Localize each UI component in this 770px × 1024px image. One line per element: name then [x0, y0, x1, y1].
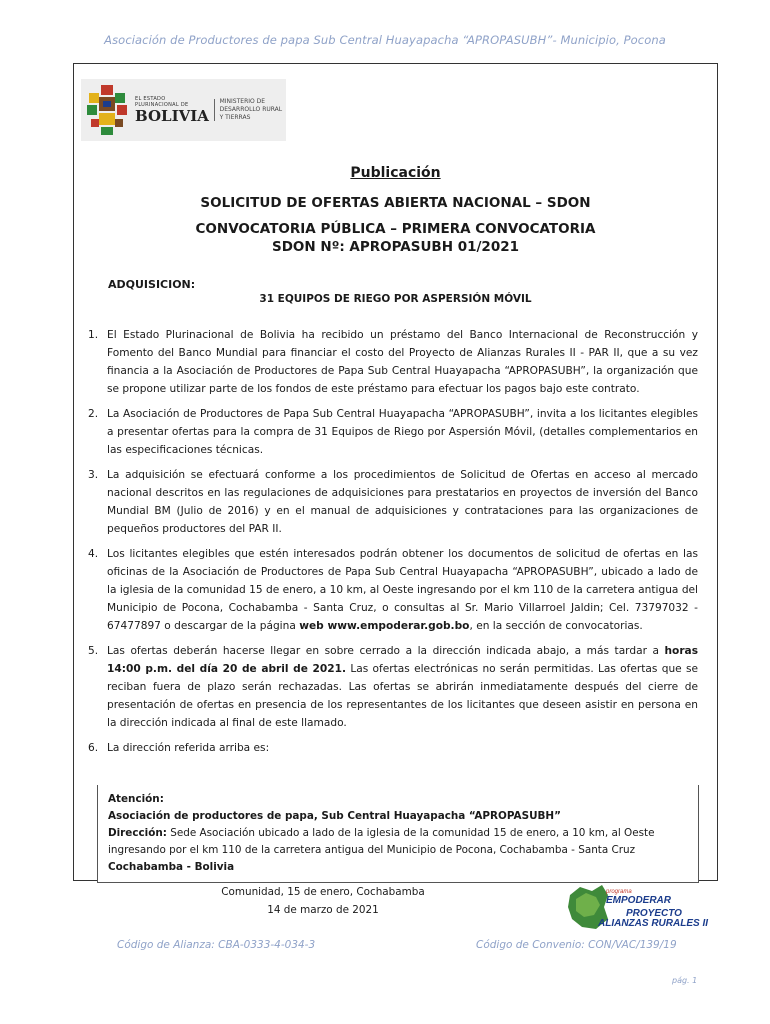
acquisition-label: ADQUISICION:	[108, 278, 196, 291]
list-item	[88, 545, 698, 635]
item-text: El Estado Plurinacional de Bolivia ha recibido un préstamo del Banco Internacional de Reconstrucción y Fomento del Banco Mundial para financiar el costo del Proyecto de Alianzas Rurales II - PAR II, que a su vez financia a la Asociación de Productores de Papa Sub Central Huayapacha “APROPASUBH”, la organización que se propone utilizar parte de los fondos de este préstamo para efectuar los pagos bajo este contrato.	[107, 329, 698, 395]
item-number: 6.	[88, 742, 99, 754]
bolivia-emblem-icon	[85, 83, 129, 137]
deadline-text: horas 14:00 p.m. del día 20 de abril de 2021.	[107, 645, 698, 675]
list-item	[88, 326, 698, 398]
address-organization: Asociación de productores de papa, Sub Central Huayapacha “APROPASUBH”	[108, 810, 561, 822]
item-text: Las ofertas deberán hacerse llegar en sobre cerrado a la dirección indicada abajo, a más tardar a	[107, 645, 665, 657]
title-line-1: SOLICITUD DE OFERTAS ABIERTA NACIONAL – SDON	[200, 195, 591, 211]
address-city: Cochabamba - Bolivia	[108, 861, 235, 873]
list-item	[88, 405, 698, 459]
logo-ministry-line1: MINISTERIO DE	[219, 98, 266, 105]
acquisition-item: 31 EQUIPOS DE RIEGO POR ASPERSIÓN MÓVIL	[259, 293, 532, 305]
logo-divider	[214, 99, 215, 121]
bolivia-ministry-logo	[81, 79, 286, 141]
document-header: Asociación de Productores de papa Sub Central Huayapacha “APROPASUBH”- Municipio, Pocona	[104, 33, 666, 47]
list-item	[88, 466, 698, 538]
logo-ministry-line2: DESARROLLO RURAL Y TIERRAS	[219, 106, 283, 121]
item-number: 4.	[88, 548, 99, 560]
publication-heading: Publicación	[350, 165, 441, 181]
logo-small-text: EL ESTADO PLURINACIONAL DE	[135, 96, 189, 108]
item-text: La adquisición se efectuará conforme a los procedimientos de Solicitud de Ofertas en acceso al mercado nacional descritos en las regulaciones de adquisiciones para prestatarios en proyectos de inversión del Banco Mundial BM (Julio de 2016) y en el manual de adquisiciones y contrataciones para las organizaciones de pequeños productores del PAR II.	[107, 469, 698, 535]
alliance-code: Código de Alianza: CBA-0333-4-034-3	[117, 939, 316, 951]
empoderar-alianzas-logo	[566, 883, 716, 933]
item-text: La dirección referida arriba es:	[107, 742, 270, 754]
agreement-code: Código de Convenio: CON/VAC/139/19	[476, 939, 677, 951]
logo-proyecto-text: PROYECTO	[626, 908, 682, 919]
item-text: Las ofertas electrónicas no serán permitidas. Las ofertas que se reciban fuera de plazo serán rechazadas. Las ofertas se abrirán inmediatamente después del cierre de presentación de ofertas en presencia de los representantes de los licitantes que deseen asistir en persona en la dirección indicada al final de este llamado.	[107, 663, 699, 729]
logo-alianzas-text: ALIANZAS RURALES II	[598, 918, 708, 929]
address-direction	[108, 825, 686, 859]
direction-text: Sede Asociación ubicado a lado de la iglesia de la comunidad 15 de enero, a 10 km, al Oeste ingresando por el km 110 de la carretera antigua del Municipio de Pocona, Cochabamba - Santa Cruz	[108, 827, 655, 856]
signature-place: Comunidad, 15 de enero, Cochabamba	[221, 886, 425, 898]
item-text: La Asociación de Productores de Papa Sub Central Huayapacha “APROPASUBH”, invita a los licitantes elegibles a presentar ofertas para la compra de 31 Equipos de Riego por Aspersión Móvil, (detalles complementarios en las especificaciones técnicas.	[107, 408, 698, 456]
logo-empoderar-text: EMPODERAR	[606, 895, 672, 906]
direction-label: Dirección:	[108, 827, 167, 839]
numbered-items	[88, 326, 698, 764]
page-number: pág. 1	[672, 976, 698, 985]
logo-bolivia-text: BOLIVIA	[135, 107, 209, 125]
item-text: , en la sección de convocatorias.	[469, 620, 643, 632]
item-number: 3.	[88, 469, 99, 481]
list-item	[88, 642, 698, 732]
item-number: 1.	[88, 329, 99, 341]
address-box	[97, 785, 699, 883]
title-line-2: CONVOCATORIA PÚBLICA – PRIMERA CONVOCATORIA	[195, 221, 596, 237]
logo-programa-text: programa	[606, 889, 632, 895]
list-item	[88, 739, 698, 757]
item-text: Los licitantes elegibles que estén interesados podrán obtener los documentos de solicitud de ofertas en las oficinas de la Asociación de Productores de Papa Sub Central Huayapacha “APROPASUBH”, ubicado a lado de la iglesia de la comunidad 15 de enero, a 10 km, al Oeste ingresando por el km 110 de la carretera antigua del Municipio de Pocona, Cochabamba - Santa Cruz, o consultas al Sr. Mario Villarroel Jaldin; Cel. 73797032 - 67477897 o descargar de la página	[107, 548, 698, 632]
attention-label: Atención:	[108, 793, 164, 805]
item-number: 2.	[88, 408, 99, 420]
title-line-3: SDON Nº: APROPASUBH 01/2021	[272, 239, 519, 255]
item-number: 5.	[88, 645, 99, 657]
website-link[interactable]: web www.empoderar.gob.bo	[299, 620, 470, 632]
signature-date: 14 de marzo de 2021	[267, 904, 379, 916]
